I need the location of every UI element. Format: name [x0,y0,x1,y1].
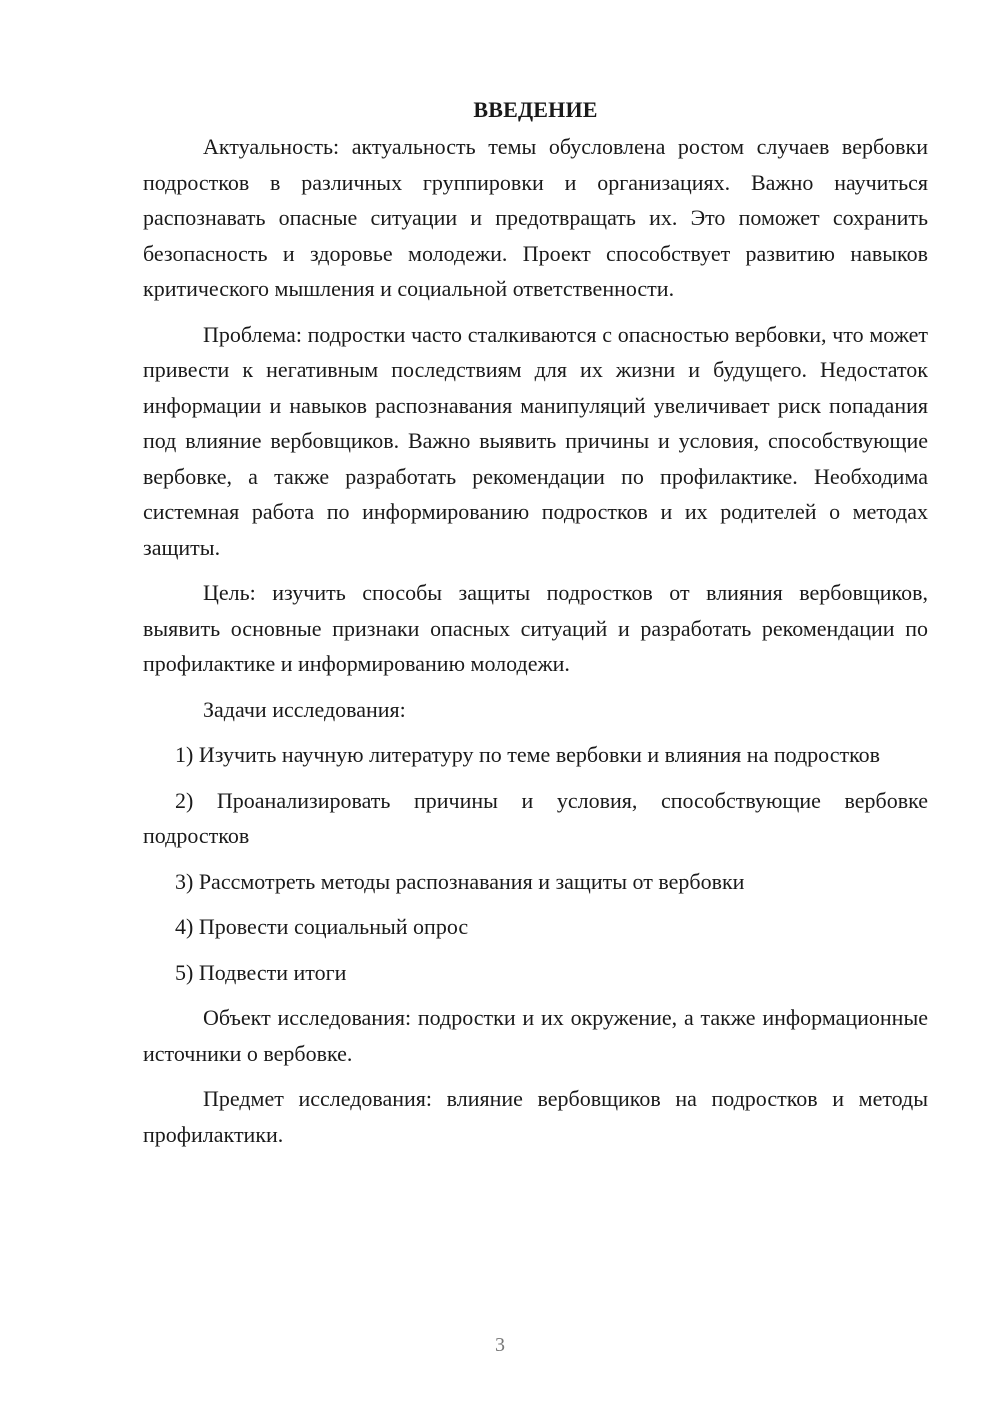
task-item-4: 4) Провести социальный опрос [175,914,469,939]
paragraph-relevance: Актуальность: актуальность темы обусловлена ростом случаев вербовки подростков в различных группировки и организациях. Важно научиться распознавать опасные ситуации и предотвращать их. Это поможет сохранить безопасность и здоровье молодежи. Проект способствует развитию навыков критического мышления и социальной ответственности. [143,134,928,301]
task-item-5: 5) Подвести итоги [175,959,347,985]
paragraph-subject: Предмет исследования: влияние вербовщиков на подростков и методы профилактики. [143,1086,928,1147]
paragraph-problem: Проблема: подростки часто сталкиваются с опасностью вербовки, что может привести к негативным последствиям для их жизни и будущего. Недостаток информации и навыков распознавания манипуляций увеличивает риск попадания под влияние вербовщиков. Важно выявить причины и условия, способствующие вербовке, а также разработать рекомендации по профилактике. Необходима системная работа по информированию подростков и их родителей о методах защиты. [143,321,928,560]
task-item-2: 2) Проанализировать причины и условия, способствующие вербовке подростков [143,787,928,848]
task-item-3: 3) Рассмотреть методы распознавания и защиты от вербовки [175,868,745,894]
document-page [143,92,928,1162]
paragraph-goal: Цель: изучить способы защиты подростков от влияния вербовщиков, выявить основные признаки опасных ситуаций и разработать рекомендации по профилактике и информированию молодежи. [143,580,928,676]
task-item-1: 1) Изучить научную литературу по теме вербовки и влияния на подростков [175,742,881,767]
paragraph-object: Объект исследования: подростки и их окружение, а также информационные источники о вербовке. [143,1005,928,1066]
tasks-title: Задачи исследования: [203,696,406,722]
page-number: 3 [495,1334,505,1356]
document-heading: ВВЕДЕНИЕ [473,97,598,122]
